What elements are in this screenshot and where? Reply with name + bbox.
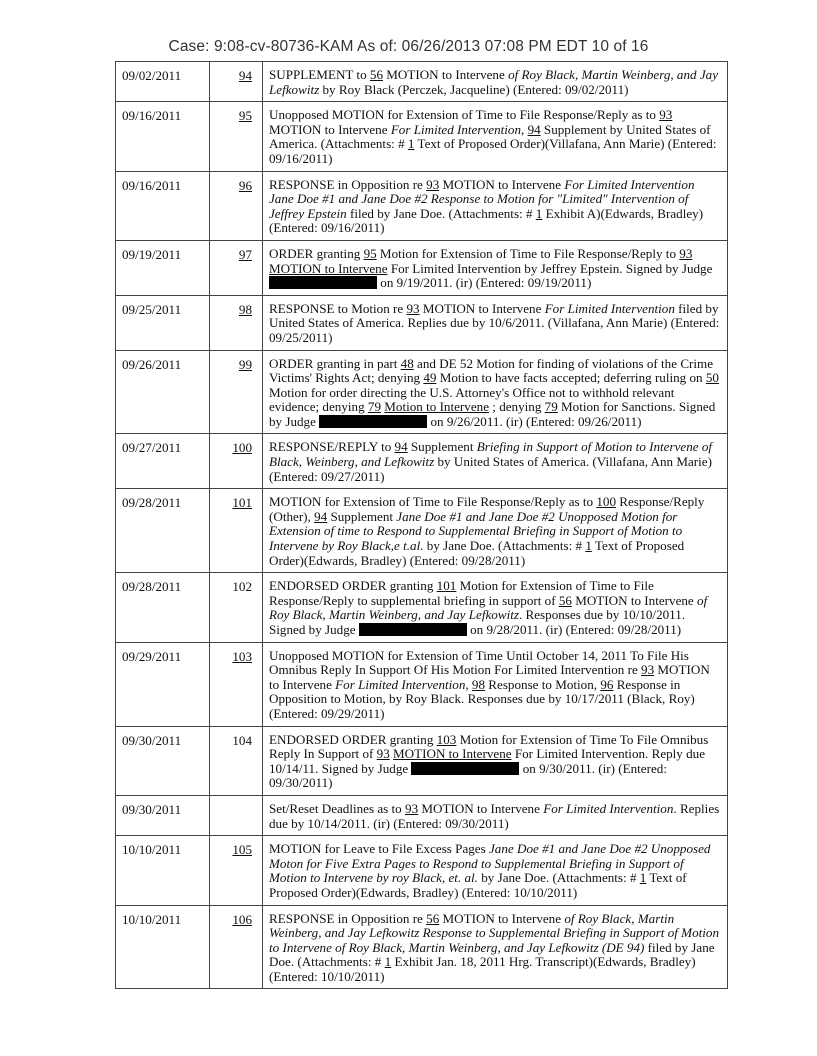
docket-link[interactable]: MOTION to Intervene	[393, 746, 512, 762]
entry-text-segment: MOTION to Intervene	[571, 592, 698, 608]
entry-number[interactable]	[210, 171, 263, 240]
entry-text-segment: Text of Proposed Order)(Villafana, Ann Marie) (Entered: 09/16/2011)	[269, 136, 717, 166]
docket-body	[116, 62, 728, 989]
entry-text-segment: Motion for Sanctions. Signed by Judge	[269, 399, 716, 429]
entry-italic-text: For Limited Intervention	[544, 300, 675, 316]
entry-text-segment: Motion for Extension of Time to File Response/Reply to	[376, 245, 680, 261]
entry-number-link[interactable]: 105	[232, 842, 252, 858]
entry-text-segment: ENDORSED ORDER granting	[269, 731, 437, 747]
docket-row	[116, 240, 728, 295]
docket-row	[116, 295, 728, 350]
entry-italic-text: For Limited Intervention	[335, 676, 466, 692]
entry-text-segment: RESPONSE in Opposition re	[269, 910, 427, 926]
entry-text	[263, 295, 728, 350]
docket-link[interactable]: 98	[471, 676, 486, 692]
entry-text-segment: MOTION to Intervene	[439, 910, 565, 926]
entry-date: 09/29/2011	[116, 642, 210, 726]
docket-table	[115, 61, 728, 989]
entry-text	[263, 726, 728, 795]
entry-text-segment: Response/Reply (Other),	[269, 494, 705, 524]
entry-text-segment: Motion to have facts accepted; deferring ruling on	[436, 370, 706, 386]
entry-text-segment: ORDER granting in part	[269, 355, 401, 371]
docket-link[interactable]: 1	[535, 205, 543, 221]
entry-italic-text: Jane Doe #1 and Jane Doe #2 Unopposed Moton for Five Extra Pages to Respond to Supplemental Briefing in Support of Motion to Intervene by roy Black, et. al.	[269, 841, 711, 886]
entry-number-link[interactable]: 103	[232, 648, 252, 664]
entry-italic-text: Briefing in Support of Motion to Intervene of Black, Weinberg, and Lefkowitz	[269, 439, 713, 470]
entry-number[interactable]	[210, 642, 263, 726]
entry-text	[263, 573, 728, 642]
entry-number[interactable]	[210, 836, 263, 905]
entry-number[interactable]	[210, 489, 263, 573]
entry-date: 09/28/2011	[116, 573, 210, 642]
docket-row	[116, 726, 728, 795]
entry-text-segment: filed by Jane Doe. (Attachments: #	[346, 205, 536, 221]
docket-row	[116, 642, 728, 726]
docket-link[interactable]: MOTION to Intervene	[269, 260, 388, 276]
entry-italic-text: of Roy Black, Martin Weinberg, and Jay Lefkowitz	[269, 67, 719, 97]
entry-text-segment: MOTION to Intervene	[439, 176, 565, 192]
entry-text	[263, 489, 728, 573]
entry-text-segment: MOTION for Extension of Time to File Response/Reply as to	[269, 494, 597, 510]
entry-date: 09/27/2011	[116, 434, 210, 489]
entry-text-segment: For Limited Intervention. Reply due 10/14/11. Signed by Judge	[269, 746, 706, 776]
docket-link[interactable]: 93	[426, 176, 440, 192]
entry-text-segment: Motion for Extension of Time to File Response/Reply to supplemental briefing in support of	[269, 578, 654, 608]
entry-italic-text: For Limited Intervention	[543, 800, 674, 816]
docket-link[interactable]: 95	[363, 245, 377, 261]
entry-italic-text: of Roy Black, Martin Weinberg, and Jay Lefkowitz	[269, 592, 708, 623]
docket-row	[116, 434, 728, 489]
docket-link[interactable]: 94	[314, 508, 328, 524]
entry-text-segment: by Jane Doe. (Attachments: #	[423, 538, 586, 554]
entry-text-segment: by United States of America. (Villafana, Ann Marie) (Entered: 09/27/2011)	[269, 454, 712, 484]
entry-text-segment: by Roy Black (Perczek, Jacqueline) (Entered: 09/02/2011)	[319, 81, 629, 97]
entry-text-segment: Exhibit A)(Edwards, Bradley) (Entered: 09/16/2011)	[269, 205, 704, 236]
entry-date: 09/30/2011	[116, 726, 210, 795]
entry-text	[263, 905, 728, 989]
entry-text-segment: Motion for order directing the U.S. Attorney's Office not to withhold relevant evidence; denying	[269, 384, 675, 415]
docket-link[interactable]: 94	[527, 121, 541, 137]
docket-link[interactable]: 50	[705, 370, 719, 386]
docket-link[interactable]: 56	[558, 592, 572, 608]
entry-text-segment: Response in Opposition to Motion, by Roy Black. Responses due by 10/17/2011 (Black, Roy) (Entered: 09/29/2011)	[269, 676, 695, 721]
docket-link[interactable]: 56	[426, 910, 440, 926]
entry-text-segment: Supplement	[327, 508, 397, 524]
redaction-block	[319, 415, 427, 428]
entry-italic-text: Jane Doe #1 and Jane Doe #2 Unopposed Motion for Extension of time to Respond to Supplemental Briefing in Support of Motion to Intervene by Roy Black,e t.al.	[269, 508, 683, 554]
entry-text-segment: ; denying	[489, 399, 545, 415]
entry-text	[263, 642, 728, 726]
docket-link[interactable]: 96	[600, 676, 614, 692]
entry-number	[210, 726, 263, 795]
entry-text-segment: ,	[521, 121, 528, 137]
docket-link[interactable]: 93	[405, 800, 419, 816]
entry-text-segment: RESPONSE/REPLY to	[269, 439, 395, 455]
entry-text-segment: filed by Jane Doe. (Attachments: #	[269, 939, 715, 970]
docket-link[interactable]: 93	[641, 662, 655, 678]
entry-text	[263, 795, 728, 835]
docket-link[interactable]: 93	[406, 300, 420, 316]
entry-text-segment: Unopposed MOTION for Extension of Time to File Response/Reply as to	[269, 107, 660, 123]
entry-text	[263, 171, 728, 240]
docket-row	[116, 836, 728, 905]
entry-italic-text: For Limited Intervention Jane Doe #1 and Jane Doe #2 Response to Motion for "Limited" Intervention of Jeffrey Epstein	[269, 176, 695, 221]
entry-text-segment: . Responses due by 10/10/2011. Signed by Judge	[269, 607, 686, 637]
entry-text-segment: Motion for Extension of Time To File Omnibus Reply In Support of	[269, 731, 709, 762]
entry-date: 09/28/2011	[116, 489, 210, 573]
entry-date: 09/30/2011	[116, 795, 210, 835]
entry-text-segment: MOTION to Intervene	[418, 800, 544, 816]
entry-number[interactable]	[210, 905, 263, 989]
docket-row	[116, 489, 728, 573]
entry-text-segment: and DE 52 Motion for finding of violations of the Crime Victims' Rights Act; denying	[269, 355, 714, 386]
entry-number-link[interactable]: 106	[232, 911, 252, 927]
entry-text	[263, 350, 728, 434]
docket-link[interactable]: Motion to Intervene	[384, 399, 490, 415]
entry-text	[263, 62, 728, 102]
entry-number-text: 104	[232, 732, 252, 748]
redaction-block	[269, 276, 377, 289]
entry-number-link[interactable]: 94	[238, 68, 252, 83]
entry-number-text: 102	[232, 579, 252, 595]
entry-text-segment: ,	[465, 676, 472, 692]
entry-text-segment: on 9/30/2011. (ir) (Entered: 09/30/2011)	[269, 760, 667, 791]
entry-date: 09/26/2011	[116, 350, 210, 434]
docket-row	[116, 171, 728, 240]
entry-text	[263, 836, 728, 905]
docket-link[interactable]: 48	[400, 355, 414, 371]
docket-link[interactable]: 93	[659, 107, 673, 123]
entry-text-segment: MOTION to Intervene	[382, 67, 509, 82]
entry-number-link[interactable]: 101	[232, 495, 252, 511]
entry-number[interactable]	[210, 62, 263, 102]
docket-link[interactable]: 100	[596, 494, 616, 510]
entry-text-segment: RESPONSE in Opposition re	[269, 176, 427, 192]
entry-text-segment: Response to Motion,	[485, 676, 601, 692]
docket-link[interactable]: 1	[384, 954, 392, 970]
docket-link[interactable]: 93	[376, 746, 390, 762]
entry-text	[263, 240, 728, 295]
docket-row	[116, 102, 728, 171]
entry-text-segment: Unopposed MOTION for Extension of Time Until October 14, 2011 To File His Omnibus Reply In Support Of His Motion For Limited Intervention re	[269, 647, 689, 678]
entry-number[interactable]	[210, 350, 263, 434]
entry-text-segment: ORDER granting	[269, 245, 364, 261]
entry-date: 10/10/2011	[116, 836, 210, 905]
entry-text-segment: Text of Proposed Order)(Edwards, Bradley) (Entered: 09/28/2011)	[269, 538, 685, 568]
entry-text-segment: MOTION to Intervene	[419, 300, 545, 316]
entry-text-segment: ENDORSED ORDER granting	[269, 578, 437, 594]
entry-text-segment: For Limited Intervention by Jeffrey Epstein. Signed by Judge	[387, 260, 713, 276]
entry-number[interactable]	[210, 434, 263, 489]
docket-link[interactable]: 79	[367, 399, 381, 415]
entry-text-segment: . Replies due by 10/14/2011. (ir) (Entered: 09/30/2011)	[269, 800, 720, 831]
entry-number-link[interactable]: 100	[232, 440, 252, 456]
docket-link[interactable]: 1	[407, 136, 415, 152]
entry-number-link[interactable]: 99	[238, 356, 252, 372]
docket-link[interactable]: 49	[423, 370, 437, 386]
entry-italic-text: For Limited Intervention	[390, 121, 522, 137]
entry-date: 09/16/2011	[116, 102, 210, 171]
entry-number-link[interactable]: 95	[238, 108, 252, 124]
entry-italic-text: of Roy Black, Martin Weinberg, and Jay Lefkowitz Response to Supplemental Briefing in Support of Motion to Intervene of Roy Black, Martin Weinberg, and Jay Lefkowitz (DE 94)	[269, 910, 719, 955]
entry-number[interactable]	[210, 295, 263, 350]
docket-link[interactable]: 101	[436, 578, 457, 594]
docket-row	[116, 795, 728, 835]
docket-link[interactable]: 79	[544, 399, 558, 415]
entry-text-segment: MOTION to Intervene	[269, 662, 710, 692]
entry-text-segment: Set/Reset Deadlines as to	[269, 800, 406, 816]
entry-number-link[interactable]: 96	[238, 177, 252, 193]
redaction-block	[359, 623, 467, 636]
entry-number-link[interactable]: 97	[238, 246, 252, 262]
docket-row	[116, 350, 728, 434]
redaction-block	[411, 762, 519, 775]
entry-text-segment: by Jane Doe. (Attachments: #	[477, 870, 640, 886]
page-header: Case: 9:08-cv-80736-KAM As of: 06/26/2013 07:08 PM EDT 10 of 16	[168, 38, 649, 55]
entry-text-segment: Exhibit Jan. 18, 2011 Hrg. Transcript)(Edwards, Bradley) (Entered: 10/10/2011)	[269, 954, 696, 984]
entry-text	[263, 102, 728, 171]
entry-number	[210, 795, 263, 835]
docket-link[interactable]: 1	[639, 870, 647, 886]
entry-text	[263, 434, 728, 489]
entry-date: 10/10/2011	[116, 905, 210, 989]
entry-number[interactable]	[210, 102, 263, 171]
docket-link[interactable]: 1	[585, 538, 592, 554]
docket-row	[116, 62, 728, 102]
docket-row	[116, 905, 728, 989]
entry-date: 09/25/2011	[116, 295, 210, 350]
entry-number	[210, 573, 263, 642]
entry-text-segment: Supplement	[407, 439, 477, 455]
entry-text-segment: SUPPLEMENT to	[269, 67, 370, 82]
docket-link[interactable]: 93	[679, 245, 693, 261]
entry-text-segment: MOTION for Leave to File Excess Pages	[269, 841, 489, 857]
entry-text-segment: on 9/28/2011. (ir) (Entered: 09/28/2011)	[466, 622, 682, 637]
entry-text-segment: on 9/26/2011. (ir) (Entered: 09/26/2011)	[427, 413, 642, 429]
entry-text-segment: RESPONSE to Motion re	[269, 300, 407, 316]
docket-row	[116, 573, 728, 642]
entry-text-segment: Supplement by United States of America. (Attachments: #	[269, 121, 711, 152]
entry-text-segment: Text of Proposed Order)(Edwards, Bradley) (Entered: 10/10/2011)	[269, 870, 687, 900]
entry-number-link[interactable]: 98	[238, 301, 252, 317]
docket-link[interactable]: 103	[436, 731, 457, 747]
entry-text-segment: MOTION to Intervene	[269, 121, 391, 137]
entry-date: 09/02/2011	[116, 62, 210, 102]
docket-link[interactable]: 56	[369, 67, 383, 82]
entry-text-segment: filed by United States of America. Replies due by 10/6/2011. (Villafana, Ann Marie) (Entered: 09/25/2011)	[269, 300, 720, 345]
entry-number[interactable]	[210, 240, 263, 295]
entry-date: 09/16/2011	[116, 171, 210, 240]
docket-link[interactable]: 94	[394, 439, 408, 455]
entry-text-segment: on 9/19/2011. (ir) (Entered: 09/19/2011)	[377, 275, 592, 291]
entry-date: 09/19/2011	[116, 240, 210, 295]
